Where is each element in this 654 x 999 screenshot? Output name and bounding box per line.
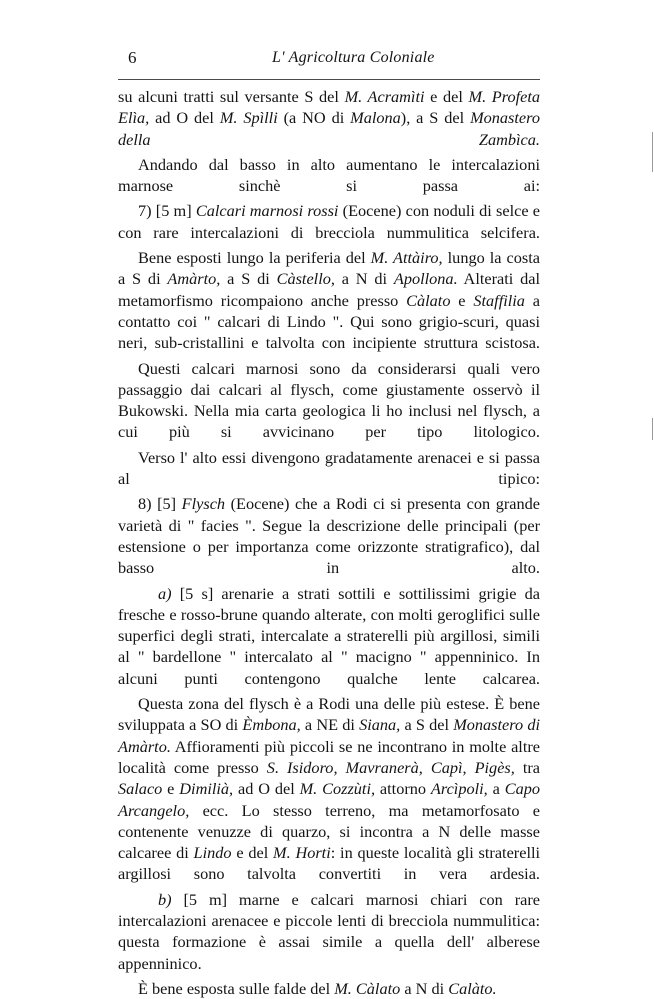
paragraph-exposures-7: [118, 247, 540, 353]
paragraph-layer-8-flysch: [118, 493, 540, 578]
text-run: (Eocene) con noduli di selce e con rare intercalazioni di brecciola nummulitica selcifera.: [118, 201, 540, 242]
body-text: [118, 86, 540, 999]
italic-text: Malona: [350, 108, 401, 128]
text-run: e del: [424, 87, 469, 106]
text-run: e del: [231, 843, 274, 863]
scan-edge-mark: [652, 418, 653, 440]
text-run: ecc. Lo stesso terreno, ma metamorfosato e contenente venuzze di quarzo, si incontra a N delle masse calcaree di: [118, 800, 540, 863]
text-run: ad O del: [149, 108, 220, 128]
paragraph-transition: [118, 154, 540, 197]
italic-text: M. Attàiro,: [370, 248, 443, 268]
italic-text: Amàrto,: [167, 269, 221, 289]
text-run: lungo la costa a S di: [118, 248, 540, 289]
text-run: (Eocene) che a Rodi ci si presenta con grande varietà di " facies ". Segue la descrizione delle principali (per estensione o per importanza come orizzonte stratigrafico), dal basso in alto.: [118, 494, 540, 578]
paragraph-exposure-calato: [118, 978, 540, 999]
text-run: Affioramenti più piccoli se ne incontrano in molte altre località come presso: [118, 736, 540, 777]
italic-text: Salaco: [118, 779, 163, 799]
italic-text: Lindo: [193, 843, 232, 863]
text-run: Questa zona del flysch è a Rodi una delle più estese. È bene sviluppata a SO di: [118, 694, 540, 735]
scan-edge-mark: [652, 132, 653, 172]
italic-text: M. Càlato: [334, 978, 401, 998]
paragraph-transition-arenaceous: [118, 447, 540, 490]
text-run: a N di: [334, 269, 394, 289]
italic-text: Apollona.: [393, 269, 458, 289]
italic-text: Siana,: [359, 715, 401, 735]
page-number: 6: [128, 48, 137, 67]
text-run: [5 m] marne e calcari marnosi chiari con rare intercalazioni arenacee e piccole lenti di brecciola nummulitica: questa formazione è assai simile a quella dell' alberese appenninico.: [118, 889, 540, 973]
text-run: a contatto coi " calcari di Lindo ". Qui sono grigio-scuri, quasi neri, sub-cristallini e talvolta con incipiente struttura scistosa.: [118, 290, 540, 353]
italic-text: S. Isidoro, Mavranerà, Capì, Pigès,: [266, 757, 515, 777]
text-run: su alcuni tratti sul versante S del: [118, 87, 345, 106]
italic-text: Càstello,: [276, 269, 335, 289]
italic-text: Càlato: [406, 290, 451, 310]
italic-text: b): [158, 889, 172, 909]
text-run: : in queste località gli straterelli argillosi sono talvolta convertiti in vera ardesia.: [118, 843, 541, 884]
italic-text: Flysch: [181, 494, 226, 514]
italic-text: Staffilia: [473, 290, 525, 310]
text-run: a S del: [400, 715, 454, 735]
text-run: Verso l' alto essi divengono gradatamente arenacei e si passa al tipico:: [118, 447, 540, 489]
italic-text: Capo Arcangelo,: [118, 779, 540, 820]
italic-text: M. Acramìti: [344, 87, 425, 106]
text-run: a S di: [220, 269, 277, 289]
italic-text: M. Cozzùti,: [299, 779, 376, 799]
text-run: a: [487, 779, 505, 799]
text-run: Bene esposti lungo la periferia del: [138, 248, 371, 268]
italic-text: Calcari marnosi rossi: [195, 201, 339, 221]
text-run: Andando dal basso in alto aumentano le intercalazioni marnose sinchè si passa ai:: [118, 154, 540, 196]
text-run: 7) [5 m]: [138, 201, 196, 221]
paragraph-subsection-b: [118, 889, 540, 974]
paragraph-continuation: [118, 86, 540, 150]
italic-text: Calàto.: [448, 978, 497, 998]
running-title: L' Agricoltura Coloniale: [272, 49, 435, 66]
paragraph-subsection-a: [118, 583, 540, 689]
italic-text: M. Spìlli: [219, 108, 278, 128]
text-run: (a NO di: [277, 108, 351, 128]
paragraph-bukowski: [118, 358, 540, 443]
italic-text: M. Horti: [273, 843, 331, 863]
text-run: e: [450, 290, 474, 310]
text-run: È bene esposta sulle falde del: [138, 978, 335, 998]
page-header: [0, 48, 654, 76]
italic-text: Èmbona,: [242, 715, 301, 735]
italic-text: Arcìpoli,: [430, 779, 488, 799]
text-run: [5 s] arenarie a strati sottili e sottilissimi grigie da fresche e rosso-brune quando alterate, con molti geroglifici sulle superfici degli strati, intercalate a straterelli più argillosi, simili al " bardellone " intercalato al " macigno " appenninico. In alcuni punti contengono qualche lente calcarea.: [118, 583, 540, 688]
italic-text: a): [158, 583, 172, 603]
text-run: ad O del: [233, 779, 300, 799]
header-rule: [118, 79, 540, 80]
paragraph-layer-7: [118, 200, 540, 243]
italic-text: Monastero di Amàrto.: [118, 715, 541, 756]
text-run: tra: [514, 757, 541, 777]
text-run: a N di: [400, 978, 449, 998]
italic-text: M. Profeta Elìa,: [118, 87, 541, 128]
paragraph-flysch-zone: [118, 693, 540, 885]
text-run: ), a S del: [400, 108, 471, 128]
text-run: Questi calcari marnosi sono da considerarsi quali vero passaggio dai calcari al flysch, come giustamente osservò il Bukowski. Nella mia carta geologica li ho inclusi nel flysch, a cui più si avvicinano per tipo litologico.: [118, 358, 540, 442]
text-run: a NE di: [300, 715, 360, 735]
text-run: e: [162, 779, 180, 799]
italic-text: Monastero della Zambìca.: [118, 108, 541, 149]
text-run: Alterati dal metamorfismo ricompaiono anche presso: [118, 269, 540, 310]
text-run: 8) [5]: [138, 494, 182, 514]
text-run: attorno: [375, 779, 431, 799]
italic-text: Dimilià,: [179, 779, 234, 799]
